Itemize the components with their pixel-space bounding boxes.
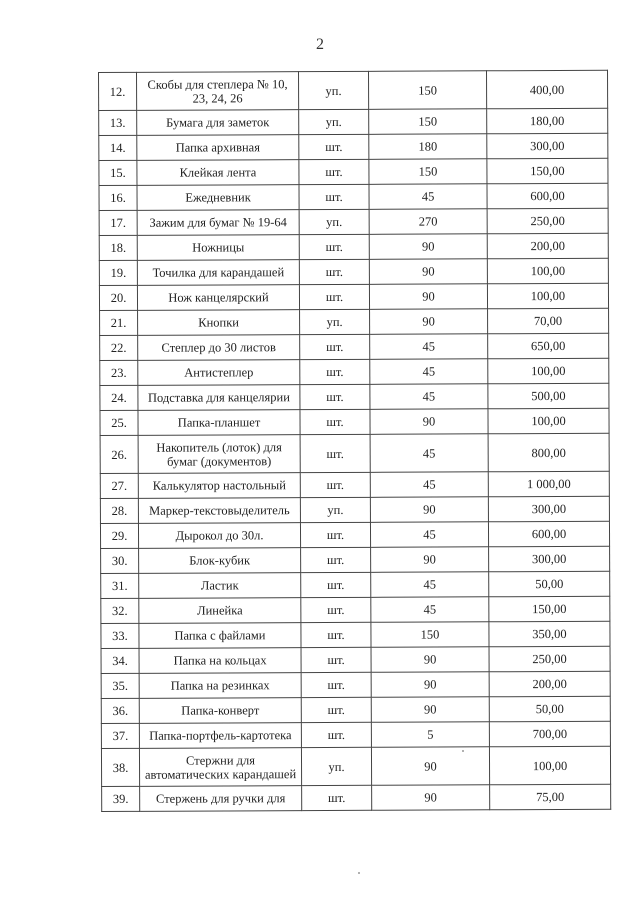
- item-quantity: 90: [371, 672, 489, 698]
- item-name: Нож канцелярский: [137, 285, 299, 311]
- item-unit: уп.: [300, 497, 370, 522]
- item-unit: шт.: [300, 472, 370, 497]
- item-unit: шт.: [301, 597, 371, 622]
- item-price: 600,00: [487, 183, 608, 209]
- item-price: 400,00: [486, 70, 607, 109]
- row-number: 22.: [100, 335, 138, 360]
- item-quantity: 45: [371, 597, 489, 623]
- item-unit: шт.: [301, 672, 371, 697]
- item-unit: шт.: [301, 647, 371, 672]
- item-price: 1 000,00: [488, 471, 609, 497]
- item-quantity: 150: [371, 622, 489, 648]
- row-number: 35.: [101, 673, 139, 698]
- item-price: 70,00: [488, 308, 609, 334]
- item-name: Ластик: [139, 573, 301, 599]
- row-number: 19.: [99, 260, 137, 285]
- item-name: Точилка для карандашей: [137, 260, 299, 286]
- item-price: 100,00: [488, 408, 609, 434]
- item-unit: шт.: [300, 384, 370, 409]
- item-name: Папка-конверт: [139, 698, 301, 724]
- item-quantity: 45: [370, 334, 488, 360]
- item-price: 500,00: [488, 383, 609, 409]
- item-quantity: 5: [371, 722, 489, 748]
- table-row: [101, 621, 610, 648]
- item-quantity: 45: [370, 434, 488, 473]
- item-unit: уп.: [301, 747, 371, 785]
- item-unit: шт.: [299, 259, 369, 284]
- row-number: 23.: [100, 360, 138, 385]
- item-unit: шт.: [301, 622, 371, 647]
- table-row: [100, 308, 609, 335]
- table-row: [101, 746, 610, 786]
- item-name: Скобы для степлера № 10, 23, 24, 26: [137, 72, 299, 111]
- item-price: 100,00: [487, 283, 608, 309]
- item-name: Кнопки: [138, 310, 300, 336]
- row-number: 25.: [100, 410, 138, 435]
- row-number: 27.: [100, 473, 138, 498]
- item-name: Маркер-текстовыделитель: [138, 498, 300, 524]
- item-unit: шт.: [301, 572, 371, 597]
- row-number: 26.: [100, 435, 138, 473]
- row-number: 34.: [101, 648, 139, 673]
- row-number: 12.: [99, 72, 137, 110]
- item-unit: шт.: [299, 284, 369, 309]
- table-body: [99, 70, 611, 811]
- table-row: [99, 70, 608, 110]
- supplies-table: [98, 70, 611, 812]
- table-row: [102, 784, 611, 811]
- row-number: 37.: [101, 723, 139, 748]
- item-unit: шт.: [301, 547, 371, 572]
- row-number: 30.: [101, 548, 139, 573]
- item-price: 300,00: [489, 546, 610, 572]
- row-number: 36.: [101, 698, 139, 723]
- row-number: 38.: [101, 748, 139, 786]
- scan-speck: [462, 750, 464, 752]
- table-row: [99, 133, 608, 160]
- table-row: [101, 571, 610, 598]
- item-quantity: 90: [369, 284, 487, 310]
- item-unit: шт.: [300, 359, 370, 384]
- item-price: 200,00: [489, 671, 610, 697]
- item-price: 100,00: [489, 746, 610, 785]
- item-quantity: 150: [368, 71, 486, 110]
- item-name: Подставка для канцелярии: [138, 385, 300, 411]
- item-quantity: 90: [371, 647, 489, 673]
- item-name: Ежедневник: [137, 185, 299, 211]
- item-unit: шт.: [300, 434, 370, 472]
- row-number: 16.: [99, 185, 137, 210]
- page-number: 2: [316, 36, 324, 53]
- item-quantity: 90: [372, 785, 490, 811]
- row-number: 18.: [99, 235, 137, 260]
- item-unit: уп.: [300, 309, 370, 334]
- item-unit: уп.: [299, 209, 369, 234]
- item-name: Папка с файлами: [139, 623, 301, 649]
- table-row: [99, 233, 608, 260]
- item-price: 180,00: [487, 108, 608, 134]
- item-price: 100,00: [488, 358, 609, 384]
- row-number: 13.: [99, 110, 137, 135]
- item-quantity: 90: [371, 547, 489, 573]
- item-unit: шт.: [299, 234, 369, 259]
- item-quantity: 90: [370, 497, 488, 523]
- item-unit: уп.: [299, 109, 369, 134]
- table-row: [101, 596, 610, 623]
- item-quantity: 45: [371, 572, 489, 598]
- item-price: 50,00: [489, 696, 610, 722]
- item-unit: шт.: [300, 409, 370, 434]
- table-row: [99, 108, 608, 135]
- row-number: 32.: [101, 598, 139, 623]
- item-quantity: 45: [370, 472, 488, 498]
- item-price: 800,00: [488, 433, 609, 472]
- item-price: 250,00: [487, 208, 608, 234]
- item-name: Антистеплер: [138, 360, 300, 386]
- table-row: [99, 208, 608, 235]
- item-name: Клейкая лента: [137, 160, 299, 186]
- row-number: 15.: [99, 160, 137, 185]
- table-row: [100, 358, 609, 385]
- item-price: 650,00: [488, 333, 609, 359]
- item-name: Линейка: [139, 598, 301, 624]
- item-unit: шт.: [300, 334, 370, 359]
- table-row: [101, 721, 610, 748]
- item-unit: шт.: [299, 134, 369, 159]
- item-unit: шт.: [301, 722, 371, 747]
- item-unit: шт.: [301, 697, 371, 722]
- table-row: [100, 496, 609, 523]
- item-quantity: 150: [369, 159, 487, 185]
- item-quantity: 90: [369, 234, 487, 260]
- item-quantity: 90: [369, 259, 487, 285]
- item-price: 300,00: [488, 496, 609, 522]
- table-row: [100, 333, 609, 360]
- row-number: 31.: [101, 573, 139, 598]
- item-name: Калькулятор настольный: [138, 473, 300, 499]
- item-price: 75,00: [490, 784, 611, 810]
- table-row: [100, 433, 609, 473]
- row-number: 17.: [99, 210, 137, 235]
- row-number: 28.: [100, 498, 138, 523]
- row-number: 20.: [99, 285, 137, 310]
- item-price: 250,00: [489, 646, 610, 672]
- item-name: Папка на резинках: [139, 673, 301, 699]
- table-row: [101, 671, 610, 698]
- item-name: Бумага для заметок: [137, 110, 299, 136]
- item-price: 50,00: [489, 571, 610, 597]
- item-quantity: 45: [370, 522, 488, 548]
- scan-speck: [358, 872, 360, 874]
- table-row: [100, 521, 609, 548]
- item-unit: шт.: [299, 159, 369, 184]
- item-quantity: 45: [370, 384, 488, 410]
- row-number: 29.: [100, 523, 138, 548]
- item-unit: шт.: [300, 522, 370, 547]
- item-name: Зажим для бумаг № 19-64: [137, 210, 299, 236]
- table-row: [100, 383, 609, 410]
- item-price: 150,00: [487, 158, 608, 184]
- table-row: [101, 696, 610, 723]
- item-name: Папка архивная: [137, 135, 299, 161]
- item-name: Папка на кольцах: [139, 648, 301, 674]
- row-number: 14.: [99, 135, 137, 160]
- item-name: Блок-кубик: [139, 548, 301, 574]
- item-name: Папка-планшет: [138, 410, 300, 436]
- row-number: 21.: [100, 310, 138, 335]
- table-row: [100, 471, 609, 498]
- table-row: [99, 158, 608, 185]
- item-price: 600,00: [488, 521, 609, 547]
- item-price: 700,00: [489, 721, 610, 747]
- table-row: [101, 646, 610, 673]
- item-name: Папка-портфель-картотека: [139, 723, 301, 749]
- item-unit: шт.: [302, 785, 372, 810]
- row-number: 24.: [100, 385, 138, 410]
- item-price: 350,00: [489, 621, 610, 647]
- table-row: [100, 408, 609, 435]
- item-quantity: 45: [369, 184, 487, 210]
- row-number: 33.: [101, 623, 139, 648]
- item-name: Ножницы: [137, 235, 299, 261]
- item-name: Стержень для ручки для: [140, 786, 302, 812]
- table-row: [99, 258, 608, 285]
- table-row: [99, 283, 608, 310]
- table-row: [99, 183, 608, 210]
- item-quantity: 180: [369, 134, 487, 160]
- item-quantity: 90: [371, 747, 489, 786]
- item-name: Степлер до 30 листов: [138, 335, 300, 361]
- item-price: 200,00: [487, 233, 608, 259]
- item-price: 150,00: [489, 596, 610, 622]
- item-name: Стержни для автоматических карандашей: [139, 748, 301, 787]
- item-price: 100,00: [487, 258, 608, 284]
- item-quantity: 150: [369, 109, 487, 135]
- item-quantity: 90: [370, 409, 488, 435]
- table-row: [101, 546, 610, 573]
- item-quantity: 90: [370, 309, 488, 335]
- item-unit: шт.: [299, 184, 369, 209]
- item-price: 300,00: [487, 133, 608, 159]
- item-quantity: 90: [371, 697, 489, 723]
- item-name: Дырокол до 30л.: [138, 523, 300, 549]
- item-unit: уп.: [299, 71, 369, 109]
- row-number: 39.: [102, 786, 140, 811]
- item-quantity: 45: [370, 359, 488, 385]
- item-name: Накопитель (лоток) для бумаг (документов): [138, 435, 300, 474]
- item-quantity: 270: [369, 209, 487, 235]
